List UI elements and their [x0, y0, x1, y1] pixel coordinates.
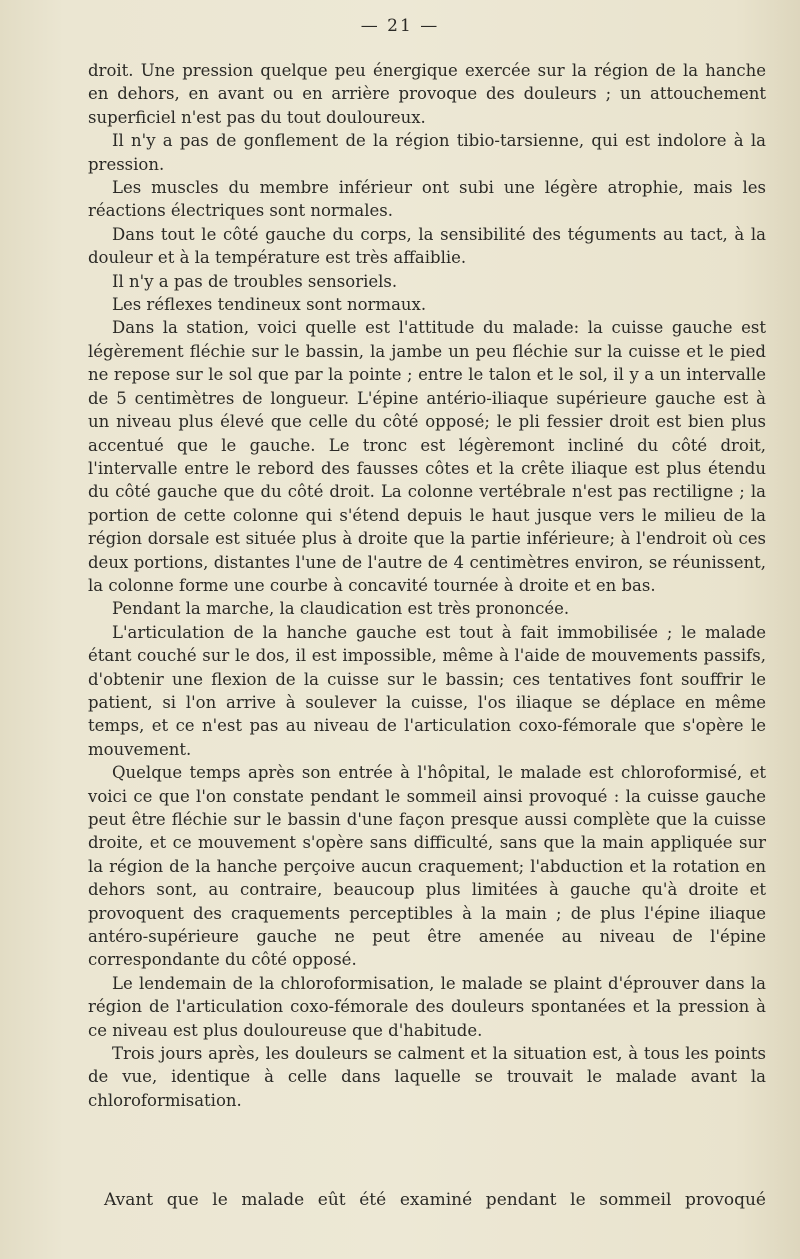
paragraph-reflexes: Les réflexes tendineux sont normaux.	[112, 295, 427, 315]
paragraph-three-days: Trois jours après, les douleurs se calment et la situation est, à tous les points de vue, identique à celle dans laquelle se trouvait le malade avant la chloroformisation.	[88, 1044, 766, 1110]
body-text	[88, 59, 766, 1112]
paragraph-muscles: Les muscles du membre inférieur ont subi une légère atrophie, mais les réactions électriques sont normales.	[88, 178, 766, 221]
paragraph-hip-immobilized: L'articulation de la hanche gauche est tout à fait immobilisée ; le malade étant couché sur le dos, il est impossible, même à l'aide de mouvements passifs, d'obtenir une flexion de la cuisse sur le bassin; ces tentatives font souffrir le patient, si l'on arrive à soulever la cuisse, l'os iliaque se déplace en même temps, et ce n'est pas au niveau de l'articulation coxo-fémorale que s'opère le mouvement.	[88, 622, 766, 759]
paragraph-sensibility: Dans tout le côté gauche du corps, la sensibilité des téguments au tact, à la douleur et à la température est très affaiblie.	[88, 224, 766, 268]
continuation-line: Avant que le malade eût été examiné pendant le sommeil provoqué	[104, 1190, 766, 1210]
page-number: — 21 —	[360, 16, 440, 36]
paragraph-tibiotarsal: Il n'y a pas de gonflement de la région tibio-tarsienne, qui est indolore à la pression.	[88, 131, 766, 174]
paragraph-sensory: Il n'y a pas de troubles sensoriels.	[112, 271, 398, 291]
paragraph-hip-pressure: droit. Une pression quelque peu énergique exercée sur la région de la hanche en dehors, en avant ou en arrière provoque des douleurs ; un attouchement superficiel n'est pas du tout douloureux.	[88, 61, 766, 127]
paragraph-walking: Pendant la marche, la claudication est très prononcée.	[112, 599, 570, 619]
paragraph-chloroform-exam: Quelque temps après son entrée à l'hôpital, le malade est chloroformisé, et voici ce que l'on constate pendant le sommeil ainsi provoqué : la cuisse gauche peut être fléchie sur le bassin d'une façon presque aussi complète que la cuisse droite, et ce mouvement s'opère sans difficulté, sans que la main appliquée sur la région de la hanche perçoive aucun craquement; l'abduction et la rotation en dehors sont, au contraire, beaucoup plus limitées à gauche qu'à droite et provoquent des craquements perceptibles à la main ; de plus l'épine iliaque antéro-supérieure gauche ne peut être amenée au niveau de l'épine correspondante du côté opposé.	[88, 763, 766, 970]
paragraph-standing-attitude: Dans la station, voici quelle est l'attitude du malade: la cuisse gauche est légèrement fléchie sur le bassin, la jambe un peu fléchie sur la cuisse et le pied ne repose sur le sol que par la pointe ; entre le talon et le sol, il y a un intervalle de 5 centimètres de longueur. L'épine antério-iliaque supérieure gauche est à un niveau plus élevé que celle du côté opposé; le pli fessier droit est bien plus accentué que le gauche. Le tronc est légèremont incliné du côté droit, l'intervalle entre le rebord des fausses côtes et la crête iliaque est plus étendu du côté gauche que du côté droit. La colonne vertébrale n'est pas rectiligne ; la portion de cette colonne qui s'étend depuis le haut jusque vers le milieu de la région dorsale est située plus à droite que la partie inférieure; à l'endroit où ces deux portions, distantes l'une de l'autre de 4 centimètres environ, se réunissent, la colonne forme une courbe à concavité tournée à droite et en bas.	[88, 318, 766, 595]
paragraph-next-day: Le lendemain de la chloroformisation, le malade se plaint d'éprouver dans la région de l'articulation coxo-fémorale des douleurs spontanées et la pression à ce niveau est plus douloureuse que d'habitude.	[88, 973, 766, 1040]
